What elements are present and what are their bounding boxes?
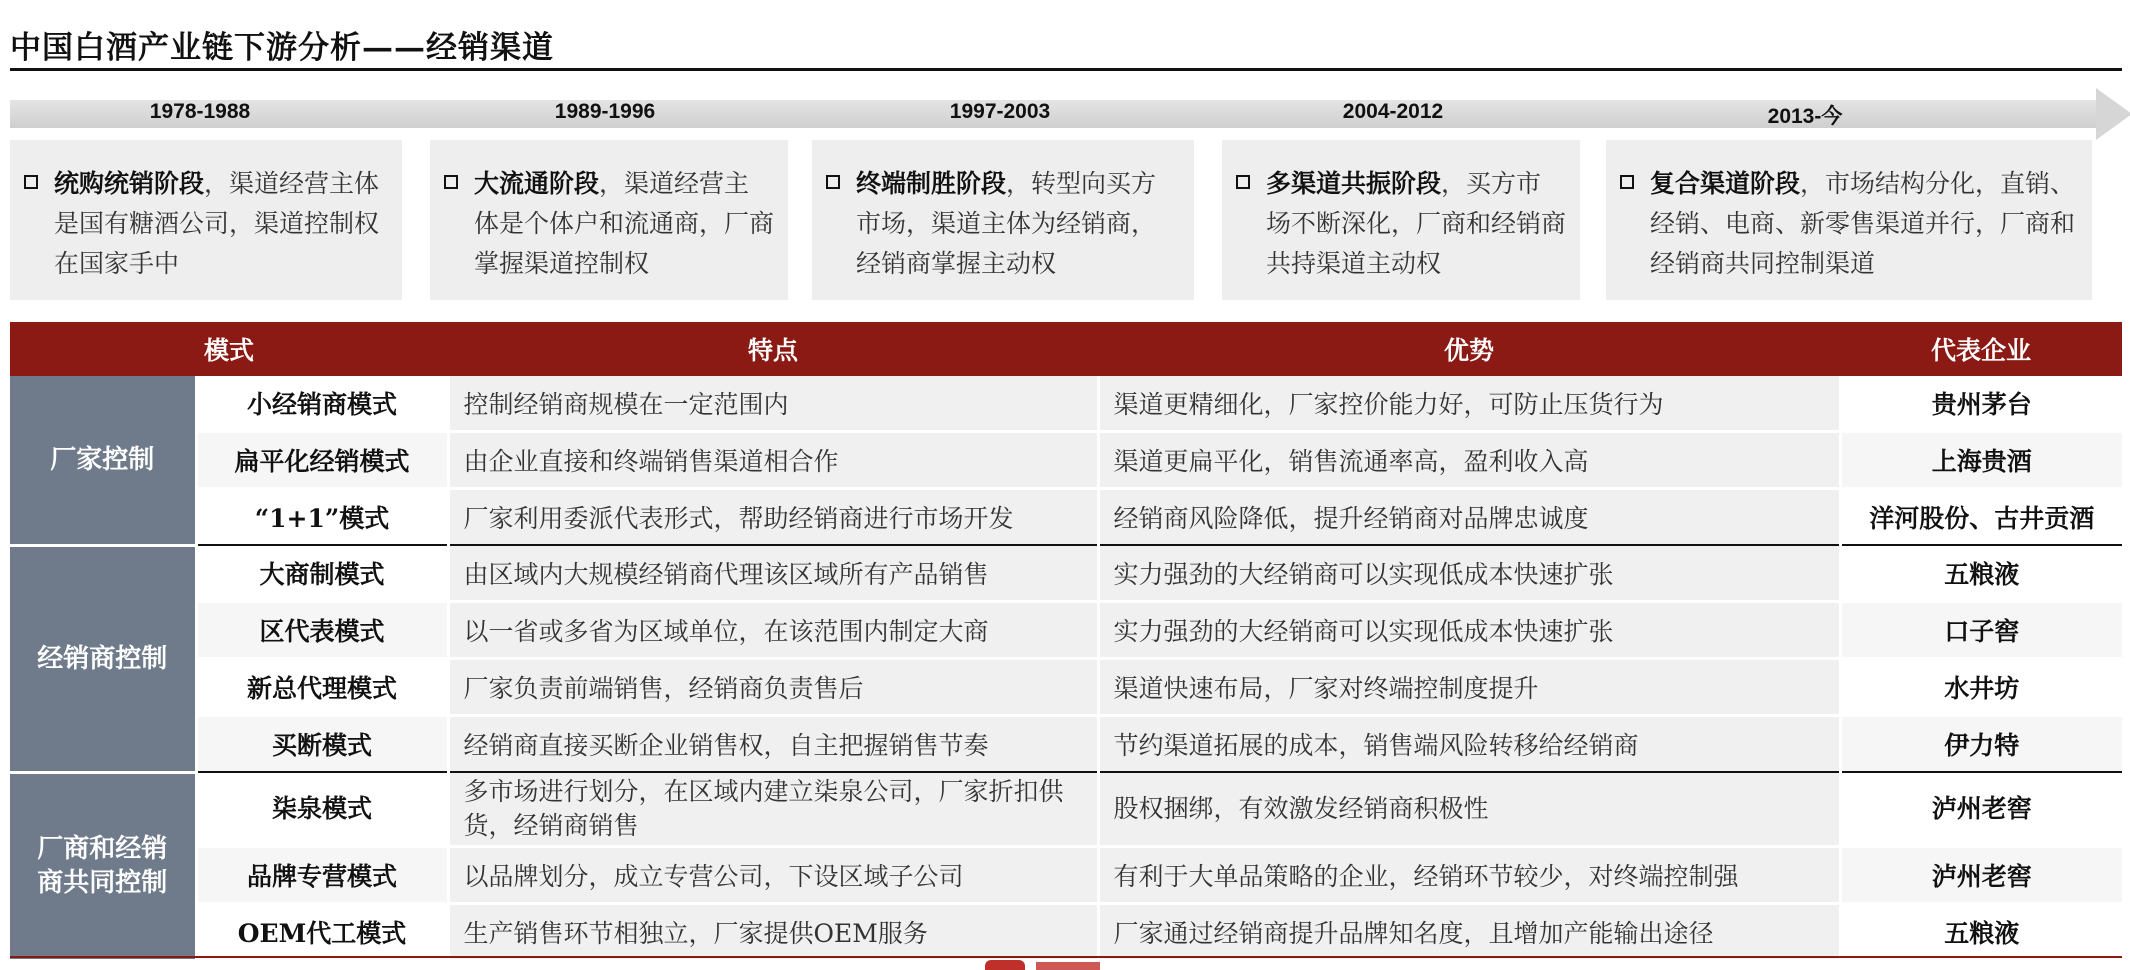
column-header: 模式 bbox=[10, 322, 448, 376]
table-row bbox=[10, 602, 2122, 659]
stage-name: 大流通阶段 bbox=[474, 169, 600, 198]
stage-card bbox=[812, 140, 1194, 300]
company-cell: 泸州老窖 bbox=[1840, 847, 2122, 904]
column-header: 优势 bbox=[1098, 322, 1840, 376]
timeline-period: 1997-2003 bbox=[949, 100, 1051, 123]
checkbox-bullet-icon bbox=[1236, 175, 1250, 189]
mode-cell: 扁平化经销模式 bbox=[196, 432, 448, 489]
company-cell: 贵州茅台 bbox=[1840, 376, 2122, 432]
advantage-cell: 节约渠道拓展的成本，销售端风险转移给经销商 bbox=[1098, 716, 1840, 773]
company-cell: 泸州老窖 bbox=[1840, 772, 2122, 847]
group-label: 厂家控制 bbox=[10, 376, 196, 545]
stage-name: 统购统销阶段 bbox=[54, 169, 205, 198]
stage-description: ，转型向买方市场，渠道主体为经销商，经销商掌握主动权 bbox=[856, 169, 1157, 278]
table-row bbox=[10, 432, 2122, 489]
page-title: 中国白酒产业链下游分析——经销渠道 bbox=[10, 30, 554, 66]
stage-card bbox=[1606, 140, 2092, 300]
stage-card bbox=[1222, 140, 1580, 300]
checkbox-bullet-icon bbox=[444, 175, 458, 189]
mode-cell: 区代表模式 bbox=[196, 602, 448, 659]
checkbox-bullet-icon bbox=[826, 175, 840, 189]
title-divider bbox=[10, 68, 2122, 71]
company-cell: 上海贵酒 bbox=[1840, 432, 2122, 489]
group-label: 厂商和经销商共同控制 bbox=[10, 772, 196, 961]
company-cell: 五粮液 bbox=[1840, 545, 2122, 602]
mode-cell: 柒泉模式 bbox=[196, 772, 448, 847]
company-cell: 五粮液 bbox=[1840, 904, 2122, 961]
company-cell: 口子窖 bbox=[1840, 602, 2122, 659]
brand-logo-text bbox=[1036, 962, 1100, 970]
mode-cell: “1+1”模式 bbox=[196, 489, 448, 546]
advantage-cell: 渠道快速布局，厂家对终端控制度提升 bbox=[1098, 659, 1840, 716]
advantage-cell: 股权捆绑，有效激发经销商积极性 bbox=[1098, 772, 1840, 847]
feature-cell: 经销商直接买断企业销售权，自主把握销售节奏 bbox=[448, 716, 1098, 773]
mode-cell: 新总代理模式 bbox=[196, 659, 448, 716]
brand-logo bbox=[985, 960, 1025, 970]
table-row bbox=[10, 847, 2122, 904]
company-cell: 伊力特 bbox=[1840, 716, 2122, 773]
stage-card bbox=[10, 140, 402, 300]
table-row bbox=[10, 904, 2122, 961]
table-header-row bbox=[10, 322, 2122, 376]
column-header: 特点 bbox=[448, 322, 1098, 376]
feature-cell: 控制经销商规模在一定范围内 bbox=[448, 376, 1098, 432]
mode-cell: 品牌专营模式 bbox=[196, 847, 448, 904]
mode-cell: 小经销商模式 bbox=[196, 376, 448, 432]
feature-cell: 生产销售环节相独立，厂家提供OEM服务 bbox=[448, 904, 1098, 961]
advantage-cell: 实力强劲的大经销商可以实现低成本快速扩张 bbox=[1098, 545, 1840, 602]
company-cell: 水井坊 bbox=[1840, 659, 2122, 716]
bottom-divider bbox=[10, 956, 2122, 958]
feature-cell: 厂家利用委派代表形式，帮助经销商进行市场开发 bbox=[448, 489, 1098, 546]
checkbox-bullet-icon bbox=[24, 175, 38, 189]
advantage-cell: 厂家通过经销商提升品牌知名度，且增加产能输出途径 bbox=[1098, 904, 1840, 961]
mode-cell: 大商制模式 bbox=[196, 545, 448, 602]
table-row bbox=[10, 376, 2122, 432]
timeline-period: 1989-1996 bbox=[554, 100, 656, 123]
advantage-cell: 渠道更扁平化，销售流通率高，盈利收入高 bbox=[1098, 432, 1840, 489]
feature-cell: 以品牌划分，成立专营公司，下设区域子公司 bbox=[448, 847, 1098, 904]
company-cell: 洋河股份、古井贡酒 bbox=[1840, 489, 2122, 546]
channel-mode-table bbox=[10, 322, 2122, 962]
timeline-period: 2004-2012 bbox=[1342, 100, 1444, 123]
advantage-cell: 渠道更精细化，厂家控价能力好，可防止压货行为 bbox=[1098, 376, 1840, 432]
feature-cell: 由区域内大规模经销商代理该区域所有产品销售 bbox=[448, 545, 1098, 602]
table-row bbox=[10, 489, 2122, 546]
mode-cell: OEM代工模式 bbox=[196, 904, 448, 961]
column-header: 代表企业 bbox=[1840, 322, 2122, 376]
stage-description: ，市场结构分化，直销、经销、电商、新零售渠道并行，厂商和经销商共同控制渠道 bbox=[1650, 169, 2076, 278]
feature-cell: 由企业直接和终端销售渠道相合作 bbox=[448, 432, 1098, 489]
stage-description: ，买方市场不断深化，厂商和经销商共持渠道主动权 bbox=[1266, 169, 1567, 278]
timeline-period: 1978-1988 bbox=[149, 100, 251, 123]
stage-name: 终端制胜阶段 bbox=[856, 169, 1007, 198]
checkbox-bullet-icon bbox=[1620, 175, 1634, 189]
feature-cell: 以一省或多省为区域单位，在该范围内制定大商 bbox=[448, 602, 1098, 659]
mode-cell: 买断模式 bbox=[196, 716, 448, 773]
stage-card bbox=[430, 140, 788, 300]
table-row bbox=[10, 772, 2122, 847]
stage-description: ，渠道经营主体是个体户和流通商，厂商掌握渠道控制权 bbox=[474, 169, 775, 278]
group-label: 经销商控制 bbox=[10, 545, 196, 772]
feature-cell: 厂家负责前端销售，经销商负责售后 bbox=[448, 659, 1098, 716]
timeline-period: 2013-今 bbox=[1767, 105, 1843, 128]
table-row bbox=[10, 716, 2122, 773]
feature-cell: 多市场进行划分，在区域内建立柒泉公司，厂家折扣供货，经销商销售 bbox=[448, 772, 1098, 847]
advantage-cell: 经销商风险降低，提升经销商对品牌忠诚度 bbox=[1098, 489, 1840, 546]
advantage-cell: 有利于大单品策略的企业，经销环节较少，对终端控制强 bbox=[1098, 847, 1840, 904]
advantage-cell: 实力强劲的大经销商可以实现低成本快速扩张 bbox=[1098, 602, 1840, 659]
arrow-right-icon bbox=[2096, 88, 2130, 140]
stage-name: 复合渠道阶段 bbox=[1650, 169, 1801, 198]
table-row bbox=[10, 659, 2122, 716]
stage-name: 多渠道共振阶段 bbox=[1266, 169, 1442, 198]
table-row bbox=[10, 545, 2122, 602]
stage-description: ，渠道经营主体是国有糖酒公司，渠道控制权在国家手中 bbox=[54, 169, 380, 278]
